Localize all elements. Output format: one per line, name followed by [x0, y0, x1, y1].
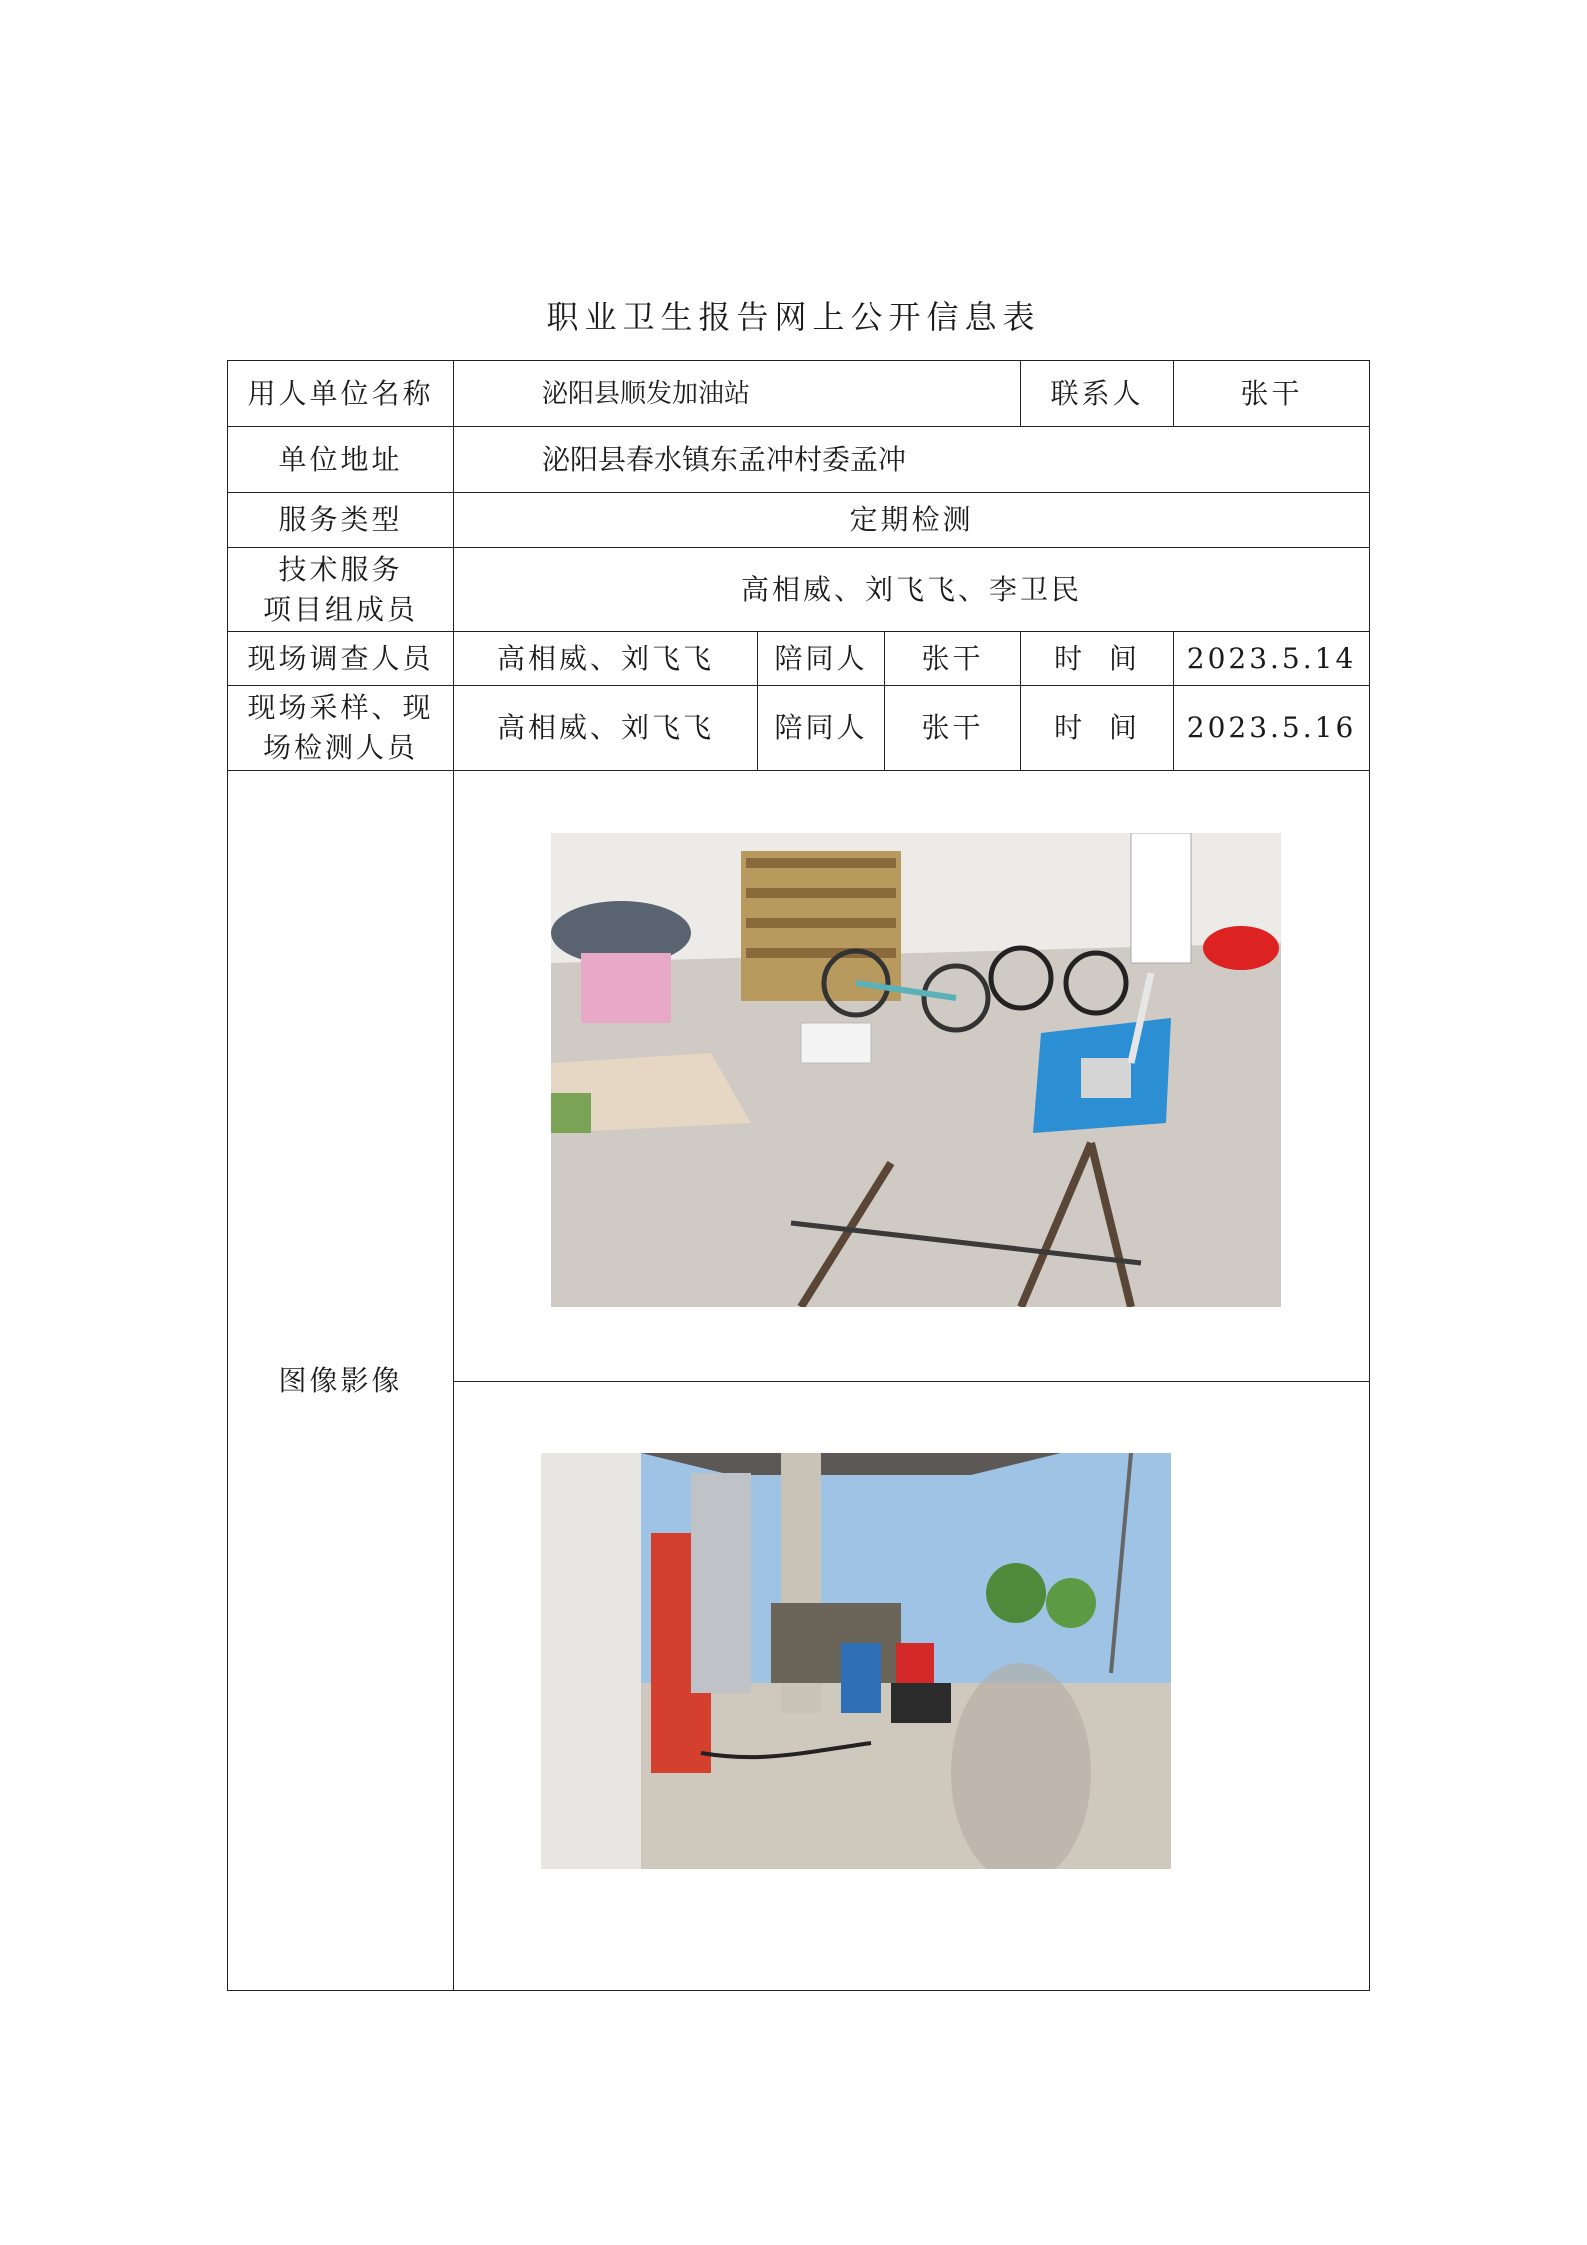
contact-value: 张干 — [1174, 361, 1370, 427]
survey-staff-label: 现场调查人员 — [228, 632, 454, 686]
sampling-date-value: 2023.5.16 — [1174, 686, 1370, 771]
photo-cell-2 — [454, 1382, 1370, 1991]
sampling-label-line1: 现场采样、现 — [247, 691, 434, 724]
photo-fuel-station — [541, 1453, 1171, 1869]
survey-companion-label: 陪同人 — [758, 632, 885, 686]
sampling-companion-value: 张干 — [885, 686, 1021, 771]
sampling-companion-label: 陪同人 — [758, 686, 885, 771]
info-table — [227, 360, 1370, 1991]
survey-staff-value: 高相威、刘飞飞 — [454, 632, 758, 686]
photo-indoor-sampling — [551, 833, 1281, 1307]
images-label: 图像影像 — [228, 771, 454, 1991]
sampling-staff-label — [228, 686, 454, 771]
survey-companion-value: 张干 — [885, 632, 1021, 686]
tripod-sampler-photo — [551, 833, 1281, 1307]
address-label: 单位地址 — [228, 427, 454, 493]
sampling-staff-value: 高相威、刘飞飞 — [454, 686, 758, 771]
team-label-line2: 项目组成员 — [262, 592, 418, 626]
employer-name-value: 泌阳县顺发加油站 — [454, 361, 1021, 427]
survey-date-value: 2023.5.14 — [1174, 632, 1370, 686]
fuel-pump-photo — [541, 1453, 1171, 1869]
survey-time-label: 时 间 — [1021, 632, 1174, 686]
contact-label: 联系人 — [1021, 361, 1174, 427]
address-value: 泌阳县春水镇东孟冲村委孟冲 — [454, 427, 1370, 493]
team-label-line1: 技术服务 — [278, 552, 403, 586]
service-type-label: 服务类型 — [228, 493, 454, 548]
sampling-time-label: 时 间 — [1021, 686, 1174, 771]
sampling-label-line2: 场检测人员 — [262, 731, 418, 764]
service-type-value: 定期检测 — [454, 493, 1370, 548]
photo-cell-1 — [454, 771, 1370, 1382]
employer-name-label: 用人单位名称 — [228, 361, 454, 427]
team-members-value: 高相威、刘飞飞、李卫民 — [454, 548, 1370, 632]
team-label — [228, 548, 454, 632]
page-title: 职业卫生报告网上公开信息表 — [546, 298, 1041, 336]
